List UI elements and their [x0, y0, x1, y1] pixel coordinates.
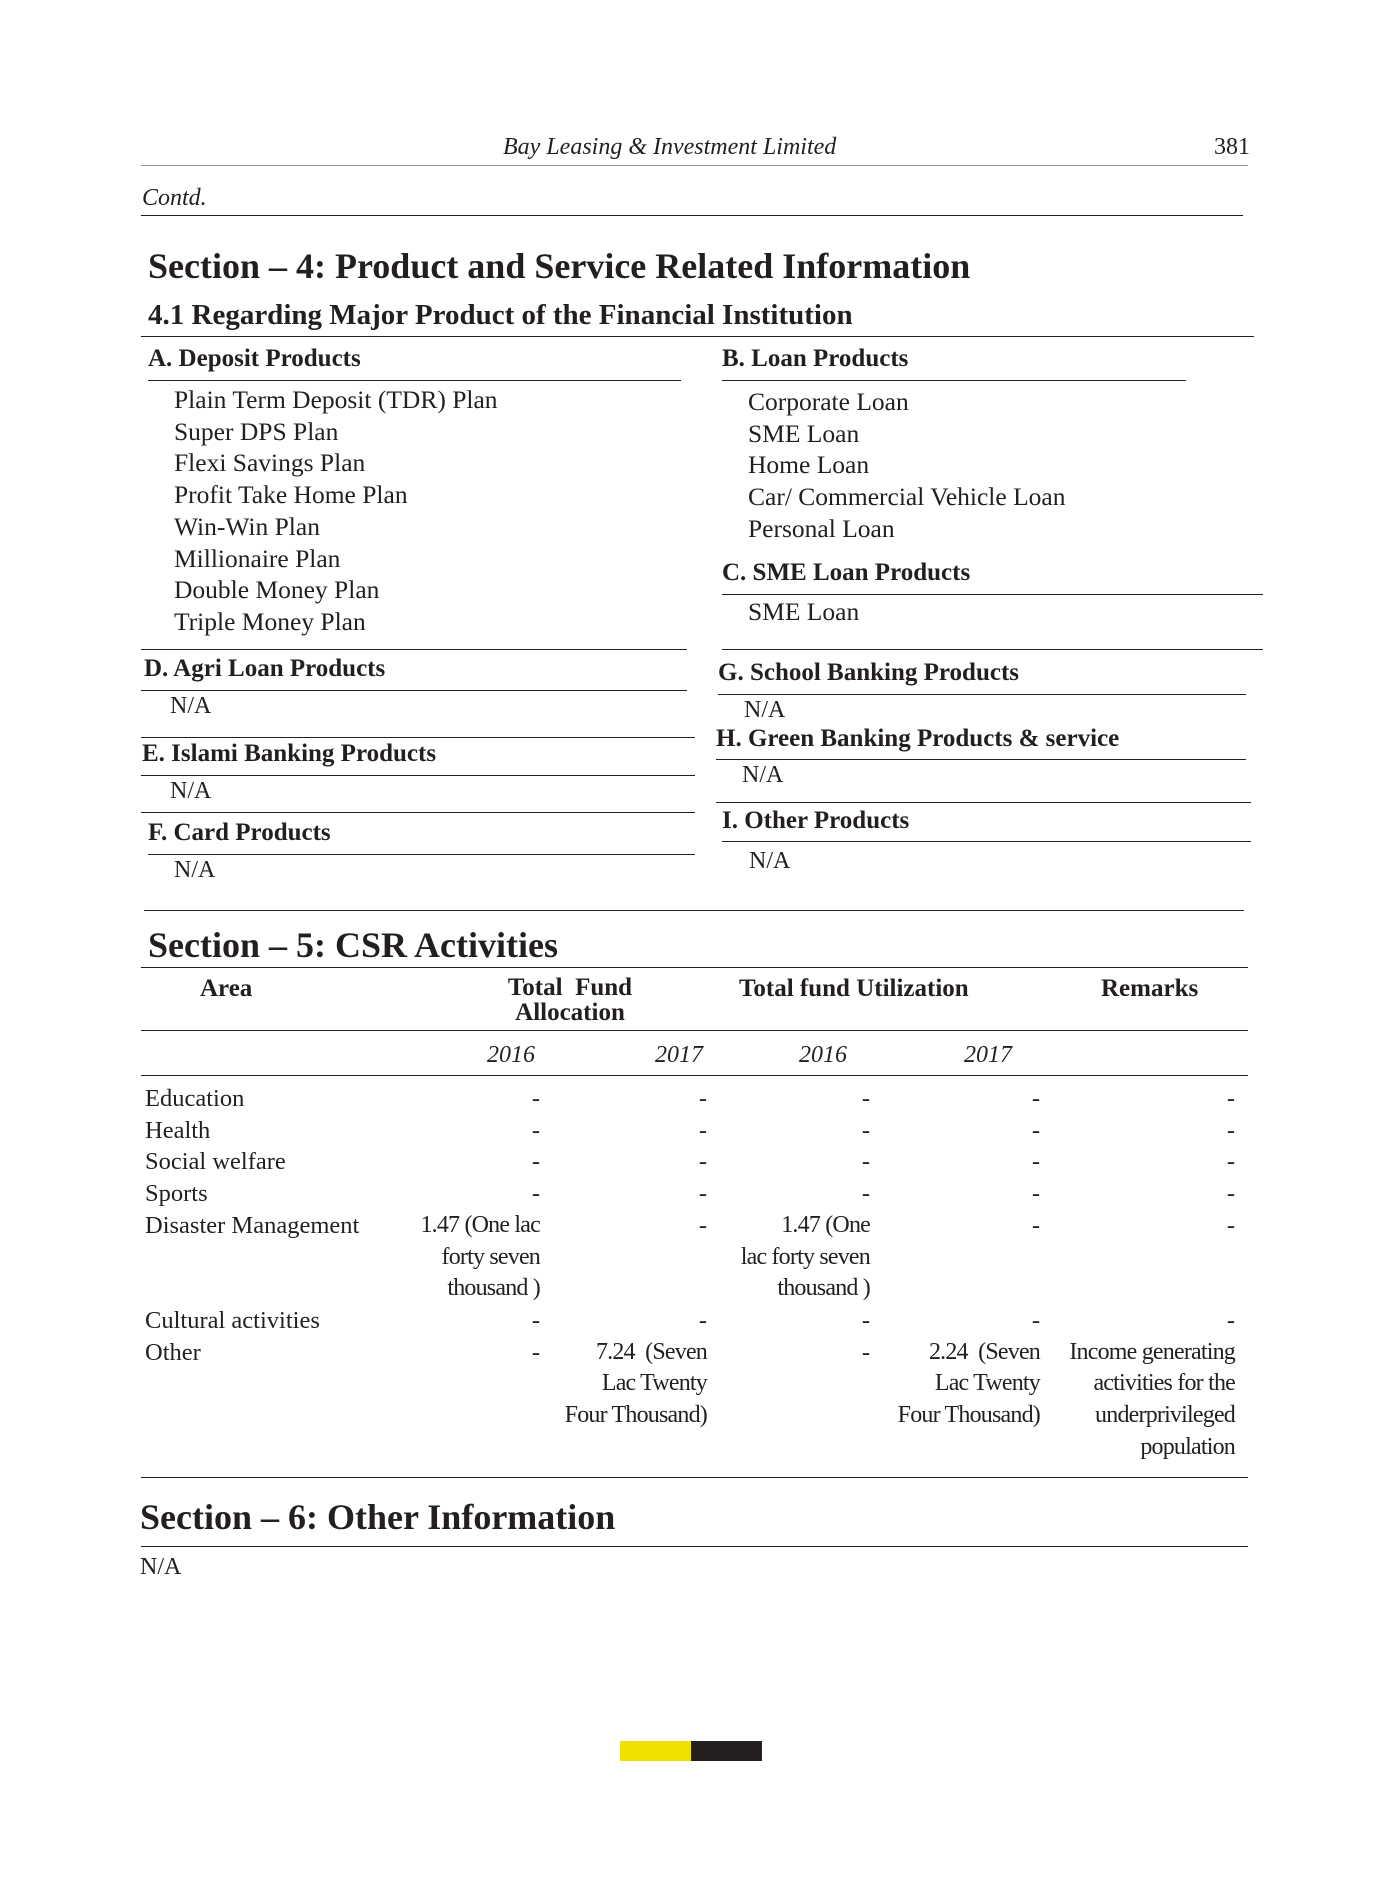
cell-line: 1.47 (One lac	[420, 1211, 540, 1238]
other-rule	[722, 841, 1251, 842]
table-header-rule	[141, 1030, 1248, 1031]
loan-rule	[722, 380, 1186, 381]
card-products-label: F. Card Products	[148, 819, 331, 846]
csr-util-2016-cell: -	[861, 1085, 870, 1112]
islami-top-rule	[141, 737, 695, 738]
footer-bar-black	[691, 1741, 762, 1761]
csr-util-2016-cell: -	[861, 1306, 870, 1334]
csr-alloc-2017-cell: -	[698, 1148, 707, 1176]
csr-area-cell: Disaster Management	[145, 1211, 360, 1239]
csr-alloc-2017-cell: -	[698, 1085, 707, 1112]
cell-line: Lac Twenty	[934, 1370, 1040, 1397]
list-item: Double Money Plan	[174, 575, 380, 605]
csr-alloc-2016-cell: -	[531, 1148, 540, 1176]
school-value: N/A	[744, 697, 786, 723]
agri-top-rule	[141, 649, 687, 650]
cell-line: forty seven	[441, 1243, 540, 1270]
sme-loan-products-label: C. SME Loan Products	[722, 559, 971, 586]
year-util-2016: 2016	[799, 1042, 847, 1068]
csr-alloc-2017-cell: -	[698, 1180, 707, 1208]
column-header-fund-utilization: Total fund Utilization	[739, 975, 969, 1002]
list-item: Car/ Commercial Vehicle Loan	[748, 482, 1066, 512]
section-6-title: Section – 6: Other Information	[140, 1497, 616, 1537]
csr-area-cell: Sports	[145, 1180, 208, 1208]
list-item: Super DPS Plan	[174, 416, 339, 446]
column-header-remarks: Remarks	[1101, 975, 1199, 1002]
column-header-area: Area	[200, 975, 253, 1002]
subtitle-rule	[141, 336, 1254, 337]
section-6-rule	[141, 1546, 1248, 1547]
cell-line: thousand )	[777, 1275, 870, 1302]
sme-loan-value: SME Loan	[748, 597, 860, 626]
islami-banking-products-label: E. Islami Banking Products	[142, 740, 437, 767]
section-5-title: Section – 5: CSR Activities	[148, 925, 558, 965]
csr-alloc-2017-cell: -	[698, 1116, 707, 1144]
cell-line: underprivileged	[1095, 1402, 1235, 1428]
csr-util-2017-cell: -	[1031, 1148, 1040, 1176]
footer-color-bar	[620, 1741, 762, 1761]
cell-line: Four Thousand)	[564, 1402, 707, 1428]
csr-util-2016-cell: -	[861, 1148, 870, 1176]
year-util-2017: 2017	[964, 1042, 1012, 1068]
csr-area-cell: Other	[145, 1338, 201, 1366]
cell-line: population	[1140, 1433, 1235, 1460]
csr-remarks-cell: -	[1226, 1085, 1235, 1112]
csr-alloc-2017-cell	[540, 1337, 707, 1432]
csr-remarks-cell: -	[1226, 1116, 1235, 1144]
green-value: N/A	[742, 762, 784, 788]
table-bottom-rule	[141, 1477, 1248, 1478]
green-rule	[716, 759, 1246, 760]
year-row-rule	[141, 1075, 1248, 1076]
list-item: Home Loan	[748, 450, 870, 480]
loan-products-label: B. Loan Products	[722, 345, 909, 372]
csr-area-cell: Cultural activities	[145, 1306, 320, 1334]
csr-remarks-cell	[1040, 1337, 1235, 1464]
csr-alloc-2017-cell: -	[698, 1306, 707, 1334]
csr-area-cell: Social welfare	[145, 1148, 286, 1176]
list-item: Profit Take Home Plan	[174, 480, 408, 510]
card-value: N/A	[174, 857, 216, 883]
csr-util-2017-cell: -	[1031, 1211, 1040, 1239]
csr-alloc-2016-cell: -	[531, 1338, 540, 1366]
other-products-label: I. Other Products	[722, 807, 910, 834]
column-header-fund-allocation	[480, 975, 660, 1025]
csr-alloc-2016-cell: -	[531, 1085, 540, 1112]
list-item: Millionaire Plan	[174, 543, 341, 573]
section-4-title: Section – 4: Product and Service Related Information	[148, 246, 971, 286]
year-alloc-2016: 2016	[487, 1042, 535, 1068]
csr-util-2016-cell: -	[861, 1338, 870, 1366]
csr-util-2017-cell: -	[1031, 1116, 1040, 1144]
other-value: N/A	[749, 848, 791, 874]
deposit-products-label: A. Deposit Products	[148, 345, 361, 372]
section-4-subtitle: 4.1 Regarding Major Product of the Financial Institution	[148, 299, 853, 331]
agri-loan-products-label: D. Agri Loan Products	[144, 655, 386, 682]
sme-bottom-rule	[722, 649, 1263, 650]
islami-value: N/A	[170, 778, 212, 804]
csr-util-2017-cell: -	[1031, 1085, 1040, 1112]
csr-alloc-2017-cell: -	[698, 1211, 707, 1239]
card-top-rule	[141, 812, 695, 813]
card-rule	[148, 854, 695, 855]
csr-area-cell: Education	[145, 1085, 245, 1112]
csr-remarks-cell: -	[1226, 1148, 1235, 1176]
running-header-title: Bay Leasing & Investment Limited	[503, 134, 837, 160]
loan-products-list	[748, 386, 1065, 545]
agri-value: N/A	[170, 693, 212, 719]
contd-rule	[141, 215, 1243, 216]
school-banking-products-label: G. School Banking Products	[718, 659, 1020, 686]
section-5-title-rule	[141, 967, 1248, 968]
list-item: Personal Loan	[748, 513, 895, 543]
header-line: Allocation	[515, 999, 625, 1026]
deposit-products-list	[174, 384, 498, 638]
header-line: Total Fund	[507, 974, 633, 1001]
cell-line: activities for the	[1093, 1370, 1235, 1397]
list-item: Plain Term Deposit (TDR) Plan	[174, 385, 498, 414]
csr-remarks-cell: -	[1226, 1180, 1235, 1208]
csr-util-2017-cell: -	[1031, 1180, 1040, 1208]
section-4-bottom-rule	[144, 910, 1244, 911]
cell-line: lac forty seven	[740, 1243, 870, 1270]
csr-alloc-2016-cell: -	[531, 1306, 540, 1334]
cell-line: thousand )	[447, 1275, 540, 1302]
cell-line: Four Thousand)	[897, 1402, 1040, 1428]
agri-rule	[141, 690, 687, 691]
csr-alloc-2016-cell: -	[531, 1116, 540, 1144]
cell-line: 7.24 (Seven	[595, 1338, 707, 1365]
header-rule	[141, 165, 1248, 166]
list-item: Flexi Savings Plan	[174, 448, 366, 478]
csr-util-2016-cell	[700, 1210, 870, 1305]
csr-alloc-2016-cell	[395, 1210, 540, 1305]
csr-remarks-cell: -	[1226, 1306, 1235, 1334]
cell-line: Lac Twenty	[601, 1370, 707, 1397]
csr-util-2016-cell: -	[861, 1116, 870, 1144]
cell-line: 1.47 (One	[781, 1211, 870, 1238]
green-bottom-rule	[716, 802, 1251, 803]
csr-alloc-2016-cell: -	[531, 1180, 540, 1208]
csr-area-cell: Health	[145, 1116, 211, 1144]
list-item: Triple Money Plan	[174, 606, 366, 636]
csr-remarks-cell: -	[1226, 1211, 1235, 1239]
deposit-rule	[148, 380, 681, 381]
contd-label: Contd.	[142, 185, 207, 211]
sme-rule	[722, 594, 1263, 595]
list-item: Win-Win Plan	[174, 511, 320, 541]
footer-bar-yellow	[620, 1741, 691, 1761]
list-item: SME Loan	[748, 418, 860, 448]
csr-util-2016-cell: -	[861, 1180, 870, 1208]
green-banking-products-label: H. Green Banking Products & service	[716, 725, 1120, 752]
section-6-value: N/A	[140, 1554, 182, 1580]
csr-util-2017-cell	[860, 1337, 1040, 1432]
cell-line: Income generating	[1069, 1338, 1235, 1365]
cell-line: 2.24 (Seven	[928, 1338, 1040, 1365]
school-rule	[718, 694, 1246, 695]
year-alloc-2017: 2017	[655, 1042, 703, 1068]
page-number: 381	[1214, 134, 1250, 160]
list-item: Corporate Loan	[748, 387, 909, 416]
islami-rule	[141, 775, 695, 776]
csr-util-2017-cell: -	[1031, 1306, 1040, 1334]
